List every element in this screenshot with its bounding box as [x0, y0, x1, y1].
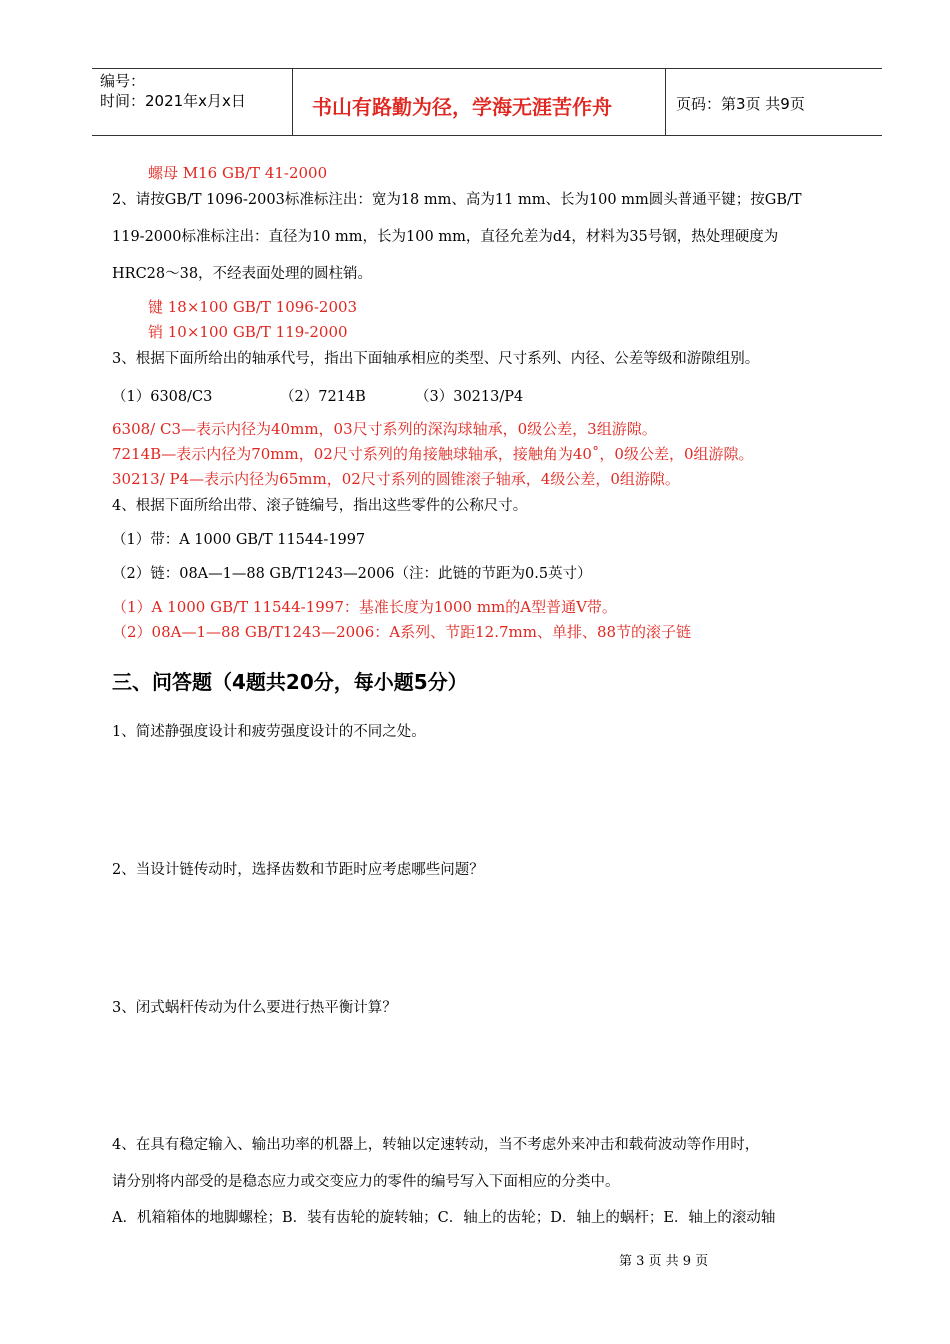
header-page-code: 页码：第3页 共9页 [676, 95, 805, 113]
q3-option-2: （2）7214B [280, 389, 366, 405]
q2-line2: 119-2000标准标注出：直径为10 mm，长为100 mm，直径允差为d4，材料为35号钢，热处理硬度为 [112, 229, 779, 245]
q3-answer-2: 7214B—表示内径为70mm，02尺寸系列的角接触球轴承，接触角为40˚，0级公差，0组游隙。 [112, 445, 754, 463]
q4-text: 4、根据下面所给出带、滚子链编号，指出这些零件的公称尺寸。 [112, 498, 528, 514]
answer-nut: 螺母 M16 GB/T 41-2000 [148, 164, 328, 182]
q3-option-3: （3）30213/P4 [415, 389, 524, 405]
header-divider-left [292, 68, 293, 136]
q4-answer-1: （1）A 1000 GB/T 11544-1997：基准长度为1000 mm的A型普通V带。 [112, 598, 617, 616]
q4-answer-2: （2）08A—1—88 GB/T1243—2006：A系列、节距12.7mm、单排、88节的滚子链 [112, 623, 692, 641]
header-motto: 书山有路勤为径，学海无涯苦作舟 [312, 95, 612, 119]
header-number-label: 编号： [100, 72, 146, 90]
header-divider-right [665, 68, 666, 136]
section-3-q4-line1: 4、在具有稳定输入、输出功率的机器上，转轴以定速转动，当不考虑外来冲击和载荷波动等作用时， [112, 1137, 760, 1153]
page-footer: 第 3 页 共 9 页 [619, 1254, 709, 1269]
q2-line3: HRC28～38，不经表面处理的圆柱销。 [112, 266, 373, 282]
q4-option-1: （1）带：A 1000 GB/T 11544-1997 [112, 532, 366, 548]
q3-answer-1: 6308/ C3—表示内径为40mm，03尺寸系列的深沟球轴承，0级公差，3组游隙。 [112, 420, 657, 438]
section-3-q4-line2: 请分别将内部受的是稳态应力或交变应力的零件的编号写入下面相应的分类中。 [112, 1174, 620, 1190]
section-3-q2: 2、当设计链传动时，选择齿数和节距时应考虑哪些问题？ [112, 862, 484, 878]
header-bottom-rule [92, 135, 882, 136]
header-top-rule [92, 68, 882, 69]
section-3-title: 三、问答题（4题共20分，每小题5分） [112, 670, 468, 694]
q3-text: 3、根据下面所给出的轴承代号，指出下面轴承相应的类型、尺寸系列、内径、公差等级和游隙组别。 [112, 351, 760, 367]
header-time: 时间：2021年x月x日 [100, 92, 246, 110]
section-3-q3: 3、闭式蜗杆传动为什么要进行热平衡计算？ [112, 1000, 397, 1016]
section-3-q4-line3: A．机箱箱体的地脚螺栓；B．装有齿轮的旋转轴；C．轴上的齿轮；D．轴上的蜗杆；E．轴上的滚动轴 [112, 1210, 776, 1226]
section-3-q1: 1、简述静强度设计和疲劳强度设计的不同之处。 [112, 724, 426, 740]
q2-line1: 2、请按GB/T 1096-2003标准标注出：宽为18 mm、高为11 mm、长为100 mm圆头普通平键；按GB/T [112, 192, 802, 208]
q3-option-1: （1）6308/C3 [112, 389, 213, 405]
q4-option-2: （2）链：08A—1—88 GB/T1243—2006（注：此链的节距为0.5英寸） [112, 566, 592, 582]
q3-answer-3: 30213/ P4—表示内径为65mm，02尺寸系列的圆锥滚子轴承，4级公差，0组游隙。 [112, 470, 680, 488]
answer-key: 键 18×100 GB/T 1096-2003 [148, 298, 358, 316]
answer-pin: 销 10×100 GB/T 119-2000 [148, 323, 348, 341]
